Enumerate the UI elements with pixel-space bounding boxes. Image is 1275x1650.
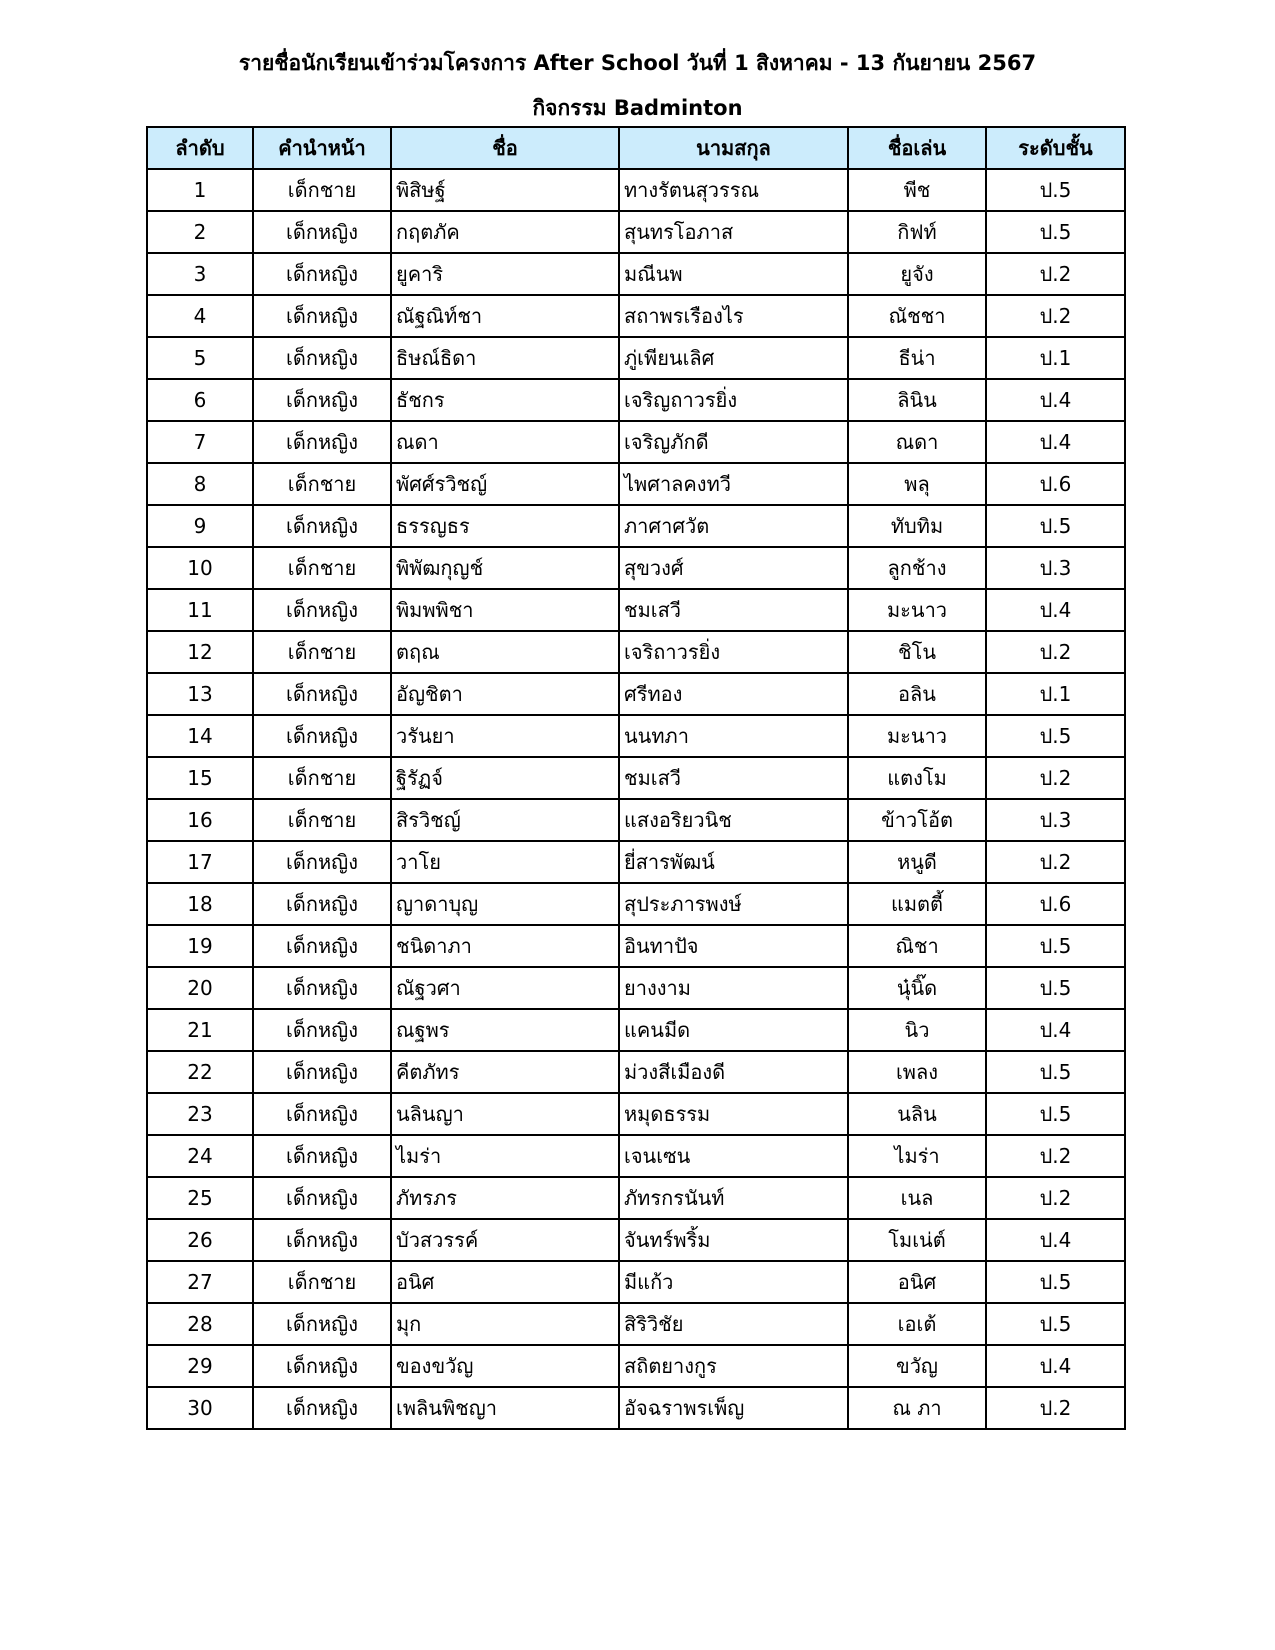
- cell-last-name: อัจฉราพรเพ็ญ: [619, 1387, 848, 1429]
- cell-nickname: หนูดี: [848, 841, 986, 883]
- cell-nickname: ลูกช้าง: [848, 547, 986, 589]
- cell-grade: ป.2: [986, 253, 1125, 295]
- cell-nickname: อลิน: [848, 673, 986, 715]
- cell-order: 4: [147, 295, 253, 337]
- cell-first-name: พัศศ์รวิชญ์: [391, 463, 619, 505]
- cell-last-name: หมุดธรรม: [619, 1093, 848, 1135]
- header-first-name: ชื่อ: [391, 127, 619, 169]
- cell-first-name: ณดา: [391, 421, 619, 463]
- cell-prefix: เด็กหญิง: [253, 1303, 391, 1345]
- cell-nickname: ณ ภา: [848, 1387, 986, 1429]
- header-nickname: ชื่อเล่น: [848, 127, 986, 169]
- cell-grade: ป.2: [986, 757, 1125, 799]
- cell-prefix: เด็กหญิง: [253, 925, 391, 967]
- cell-prefix: เด็กหญิง: [253, 883, 391, 925]
- cell-grade: ป.5: [986, 925, 1125, 967]
- cell-nickname: โมเน่ต์: [848, 1219, 986, 1261]
- cell-grade: ป.3: [986, 799, 1125, 841]
- cell-first-name: วรันยา: [391, 715, 619, 757]
- cell-nickname: ยูจัง: [848, 253, 986, 295]
- table-body: [147, 169, 1125, 1429]
- cell-grade: ป.6: [986, 463, 1125, 505]
- cell-grade: ป.3: [986, 547, 1125, 589]
- cell-prefix: เด็กหญิง: [253, 1093, 391, 1135]
- cell-order: 10: [147, 547, 253, 589]
- document-subtitle: กิจกรรม Badminton: [532, 96, 743, 120]
- cell-grade: ป.5: [986, 211, 1125, 253]
- cell-last-name: เจนเซน: [619, 1135, 848, 1177]
- cell-first-name: ฐิรัฏจ์: [391, 757, 619, 799]
- cell-order: 20: [147, 967, 253, 1009]
- cell-prefix: เด็กชาย: [253, 463, 391, 505]
- cell-first-name: มุก: [391, 1303, 619, 1345]
- cell-first-name: พิมพพิชา: [391, 589, 619, 631]
- table-row: [147, 1051, 1125, 1093]
- cell-last-name: เจริญถาวรยิ่ง: [619, 379, 848, 421]
- cell-first-name: ธัชกร: [391, 379, 619, 421]
- cell-first-name: ภัทรภร: [391, 1177, 619, 1219]
- table-row: [147, 421, 1125, 463]
- table-row: [147, 841, 1125, 883]
- cell-last-name: เจริญภักดี: [619, 421, 848, 463]
- cell-grade: ป.2: [986, 1387, 1125, 1429]
- cell-order: 14: [147, 715, 253, 757]
- cell-nickname: อนิศ: [848, 1261, 986, 1303]
- cell-first-name: ของขวัญ: [391, 1345, 619, 1387]
- cell-order: 12: [147, 631, 253, 673]
- cell-last-name: ม่วงสีเมืองดี: [619, 1051, 848, 1093]
- table-row: [147, 715, 1125, 757]
- table-row: [147, 883, 1125, 925]
- cell-grade: ป.5: [986, 169, 1125, 211]
- cell-first-name: ตฤณ: [391, 631, 619, 673]
- table-row: [147, 505, 1125, 547]
- table-row: [147, 1177, 1125, 1219]
- cell-last-name: นนทภา: [619, 715, 848, 757]
- cell-order: 16: [147, 799, 253, 841]
- cell-first-name: พิสิษฐ์: [391, 169, 619, 211]
- cell-last-name: สถาพรเรืองไร: [619, 295, 848, 337]
- cell-prefix: เด็กชาย: [253, 757, 391, 799]
- cell-first-name: ณัฐณิท์ชา: [391, 295, 619, 337]
- cell-prefix: เด็กชาย: [253, 547, 391, 589]
- cell-nickname: ณิชา: [848, 925, 986, 967]
- cell-grade: ป.2: [986, 631, 1125, 673]
- table-row: [147, 1387, 1125, 1429]
- cell-order: 22: [147, 1051, 253, 1093]
- cell-nickname: ชิโน: [848, 631, 986, 673]
- cell-last-name: มีแก้ว: [619, 1261, 848, 1303]
- table-row: [147, 253, 1125, 295]
- table-row: [147, 631, 1125, 673]
- cell-first-name: ไมร่า: [391, 1135, 619, 1177]
- cell-nickname: แตงโม: [848, 757, 986, 799]
- cell-prefix: เด็กหญิง: [253, 715, 391, 757]
- cell-nickname: ธีน่า: [848, 337, 986, 379]
- cell-last-name: อินทาปัจ: [619, 925, 848, 967]
- cell-order: 3: [147, 253, 253, 295]
- cell-prefix: เด็กหญิง: [253, 253, 391, 295]
- table-row: [147, 379, 1125, 421]
- cell-order: 2: [147, 211, 253, 253]
- cell-prefix: เด็กหญิง: [253, 1135, 391, 1177]
- table-row: [147, 673, 1125, 715]
- cell-first-name: กฤตภัค: [391, 211, 619, 253]
- cell-grade: ป.4: [986, 421, 1125, 463]
- document-title: รายชื่อนักเรียนเข้าร่วมโครงการ After School วันที่ 1 สิงหาคม - 13 กันยายน 2567: [238, 51, 1037, 75]
- header-order: ลำดับ: [147, 127, 253, 169]
- cell-prefix: เด็กชาย: [253, 799, 391, 841]
- cell-order: 9: [147, 505, 253, 547]
- cell-nickname: กิฟท์: [848, 211, 986, 253]
- table-row: [147, 1261, 1125, 1303]
- table-row: [147, 169, 1125, 211]
- cell-prefix: เด็กหญิง: [253, 379, 391, 421]
- cell-order: 26: [147, 1219, 253, 1261]
- cell-last-name: ชมเสวี: [619, 589, 848, 631]
- cell-last-name: จันทร์พริ้ม: [619, 1219, 848, 1261]
- cell-prefix: เด็กหญิง: [253, 295, 391, 337]
- cell-nickname: ณดา: [848, 421, 986, 463]
- cell-nickname: มะนาว: [848, 589, 986, 631]
- cell-prefix: เด็กหญิง: [253, 1009, 391, 1051]
- cell-last-name: ไพศาลคงทวี: [619, 463, 848, 505]
- cell-prefix: เด็กหญิง: [253, 1387, 391, 1429]
- cell-grade: ป.5: [986, 1303, 1125, 1345]
- cell-grade: ป.1: [986, 337, 1125, 379]
- header-last-name: นามสกุล: [619, 127, 848, 169]
- cell-grade: ป.4: [986, 379, 1125, 421]
- cell-grade: ป.5: [986, 1261, 1125, 1303]
- cell-order: 28: [147, 1303, 253, 1345]
- cell-nickname: เพลง: [848, 1051, 986, 1093]
- cell-nickname: ณัชชา: [848, 295, 986, 337]
- cell-grade: ป.6: [986, 883, 1125, 925]
- cell-grade: ป.4: [986, 589, 1125, 631]
- cell-prefix: เด็กหญิง: [253, 1177, 391, 1219]
- cell-nickname: นุ๋นิ๊ด: [848, 967, 986, 1009]
- cell-order: 30: [147, 1387, 253, 1429]
- cell-first-name: ณัฐวศา: [391, 967, 619, 1009]
- cell-order: 27: [147, 1261, 253, 1303]
- cell-nickname: พลุ: [848, 463, 986, 505]
- table-row: [147, 463, 1125, 505]
- cell-last-name: ภู่เพียนเลิศ: [619, 337, 848, 379]
- cell-grade: ป.5: [986, 505, 1125, 547]
- cell-grade: ป.4: [986, 1009, 1125, 1051]
- cell-prefix: เด็กหญิง: [253, 1345, 391, 1387]
- cell-last-name: สิริวิชัย: [619, 1303, 848, 1345]
- cell-first-name: บัวสวรรค์: [391, 1219, 619, 1261]
- cell-prefix: เด็กหญิง: [253, 1051, 391, 1093]
- cell-grade: ป.2: [986, 295, 1125, 337]
- cell-last-name: มณีนพ: [619, 253, 848, 295]
- cell-nickname: เนล: [848, 1177, 986, 1219]
- table-row: [147, 295, 1125, 337]
- cell-last-name: แคนมีด: [619, 1009, 848, 1051]
- cell-last-name: ยางงาม: [619, 967, 848, 1009]
- cell-prefix: เด็กหญิง: [253, 337, 391, 379]
- cell-last-name: ชมเสวี: [619, 757, 848, 799]
- table-row: [147, 1303, 1125, 1345]
- cell-order: 17: [147, 841, 253, 883]
- cell-last-name: สถิตยางกูร: [619, 1345, 848, 1387]
- cell-prefix: เด็กชาย: [253, 169, 391, 211]
- cell-first-name: ญาดาบุญ: [391, 883, 619, 925]
- table-row: [147, 1093, 1125, 1135]
- cell-nickname: ขวัญ: [848, 1345, 986, 1387]
- header-prefix: คำนำหน้า: [253, 127, 391, 169]
- cell-order: 8: [147, 463, 253, 505]
- cell-first-name: พิพัฒกุญช์: [391, 547, 619, 589]
- cell-grade: ป.2: [986, 1177, 1125, 1219]
- cell-prefix: เด็กหญิง: [253, 211, 391, 253]
- cell-first-name: ชนิดาภา: [391, 925, 619, 967]
- cell-order: 29: [147, 1345, 253, 1387]
- table-row: [147, 1135, 1125, 1177]
- cell-prefix: เด็กหญิง: [253, 421, 391, 463]
- cell-order: 21: [147, 1009, 253, 1051]
- cell-order: 15: [147, 757, 253, 799]
- cell-first-name: คีตภัทร: [391, 1051, 619, 1093]
- cell-prefix: เด็กชาย: [253, 1261, 391, 1303]
- cell-first-name: ณฐพร: [391, 1009, 619, 1051]
- table-row: [147, 547, 1125, 589]
- cell-order: 11: [147, 589, 253, 631]
- table-row: [147, 589, 1125, 631]
- cell-first-name: อัญชิตา: [391, 673, 619, 715]
- cell-nickname: นลิน: [848, 1093, 986, 1135]
- cell-nickname: เอเต้: [848, 1303, 986, 1345]
- cell-first-name: อนิศ: [391, 1261, 619, 1303]
- cell-first-name: ยูคาริ: [391, 253, 619, 295]
- cell-first-name: สิรวิชญ์: [391, 799, 619, 841]
- cell-grade: ป.2: [986, 1135, 1125, 1177]
- cell-order: 6: [147, 379, 253, 421]
- cell-last-name: เจริถาวรยิ่ง: [619, 631, 848, 673]
- cell-order: 13: [147, 673, 253, 715]
- cell-order: 25: [147, 1177, 253, 1219]
- cell-last-name: ภาศาศวัต: [619, 505, 848, 547]
- cell-last-name: ภัทรกรนันท์: [619, 1177, 848, 1219]
- cell-prefix: เด็กหญิง: [253, 673, 391, 715]
- cell-last-name: ยี่สารพัฒน์: [619, 841, 848, 883]
- cell-grade: ป.4: [986, 1345, 1125, 1387]
- cell-last-name: แสงอริยวนิช: [619, 799, 848, 841]
- cell-prefix: เด็กหญิง: [253, 967, 391, 1009]
- cell-last-name: สุขวงศ์: [619, 547, 848, 589]
- cell-first-name: ธรรญธร: [391, 505, 619, 547]
- cell-prefix: เด็กชาย: [253, 631, 391, 673]
- cell-first-name: เพลินพิชญา: [391, 1387, 619, 1429]
- table-row: [147, 925, 1125, 967]
- cell-grade: ป.5: [986, 967, 1125, 1009]
- cell-nickname: ไมร่า: [848, 1135, 986, 1177]
- cell-grade: ป.1: [986, 673, 1125, 715]
- header-grade: ระดับชั้น: [986, 127, 1125, 169]
- table-row: [147, 799, 1125, 841]
- cell-order: 24: [147, 1135, 253, 1177]
- cell-prefix: เด็กหญิง: [253, 841, 391, 883]
- table-row: [147, 757, 1125, 799]
- table-row: [147, 337, 1125, 379]
- cell-grade: ป.5: [986, 715, 1125, 757]
- table-row: [147, 1009, 1125, 1051]
- cell-first-name: นลินญา: [391, 1093, 619, 1135]
- cell-grade: ป.5: [986, 1093, 1125, 1135]
- table-row: [147, 967, 1125, 1009]
- table-row: [147, 1345, 1125, 1387]
- cell-last-name: สุนทรโอภาส: [619, 211, 848, 253]
- cell-nickname: นิว: [848, 1009, 986, 1051]
- cell-last-name: ศรีทอง: [619, 673, 848, 715]
- cell-nickname: แมตตี้: [848, 883, 986, 925]
- cell-order: 1: [147, 169, 253, 211]
- cell-grade: ป.4: [986, 1219, 1125, 1261]
- table-row: [147, 211, 1125, 253]
- table-row: [147, 1219, 1125, 1261]
- cell-nickname: ลินิน: [848, 379, 986, 421]
- cell-nickname: มะนาว: [848, 715, 986, 757]
- cell-grade: ป.2: [986, 841, 1125, 883]
- cell-grade: ป.5: [986, 1051, 1125, 1093]
- cell-first-name: วาโย: [391, 841, 619, 883]
- table-header-row: [147, 127, 1125, 169]
- cell-order: 18: [147, 883, 253, 925]
- cell-prefix: เด็กหญิง: [253, 505, 391, 547]
- cell-order: 7: [147, 421, 253, 463]
- cell-nickname: ทับทิม: [848, 505, 986, 547]
- cell-last-name: ทางรัตนสุวรรณ: [619, 169, 848, 211]
- cell-order: 5: [147, 337, 253, 379]
- cell-order: 19: [147, 925, 253, 967]
- cell-first-name: ธิษณ์ธิดา: [391, 337, 619, 379]
- cell-last-name: สุประภารพงษ์: [619, 883, 848, 925]
- student-table: [146, 126, 1126, 1430]
- cell-prefix: เด็กหญิง: [253, 1219, 391, 1261]
- cell-prefix: เด็กหญิง: [253, 589, 391, 631]
- cell-nickname: ข้าวโอ้ต: [848, 799, 986, 841]
- cell-nickname: พีช: [848, 169, 986, 211]
- cell-order: 23: [147, 1093, 253, 1135]
